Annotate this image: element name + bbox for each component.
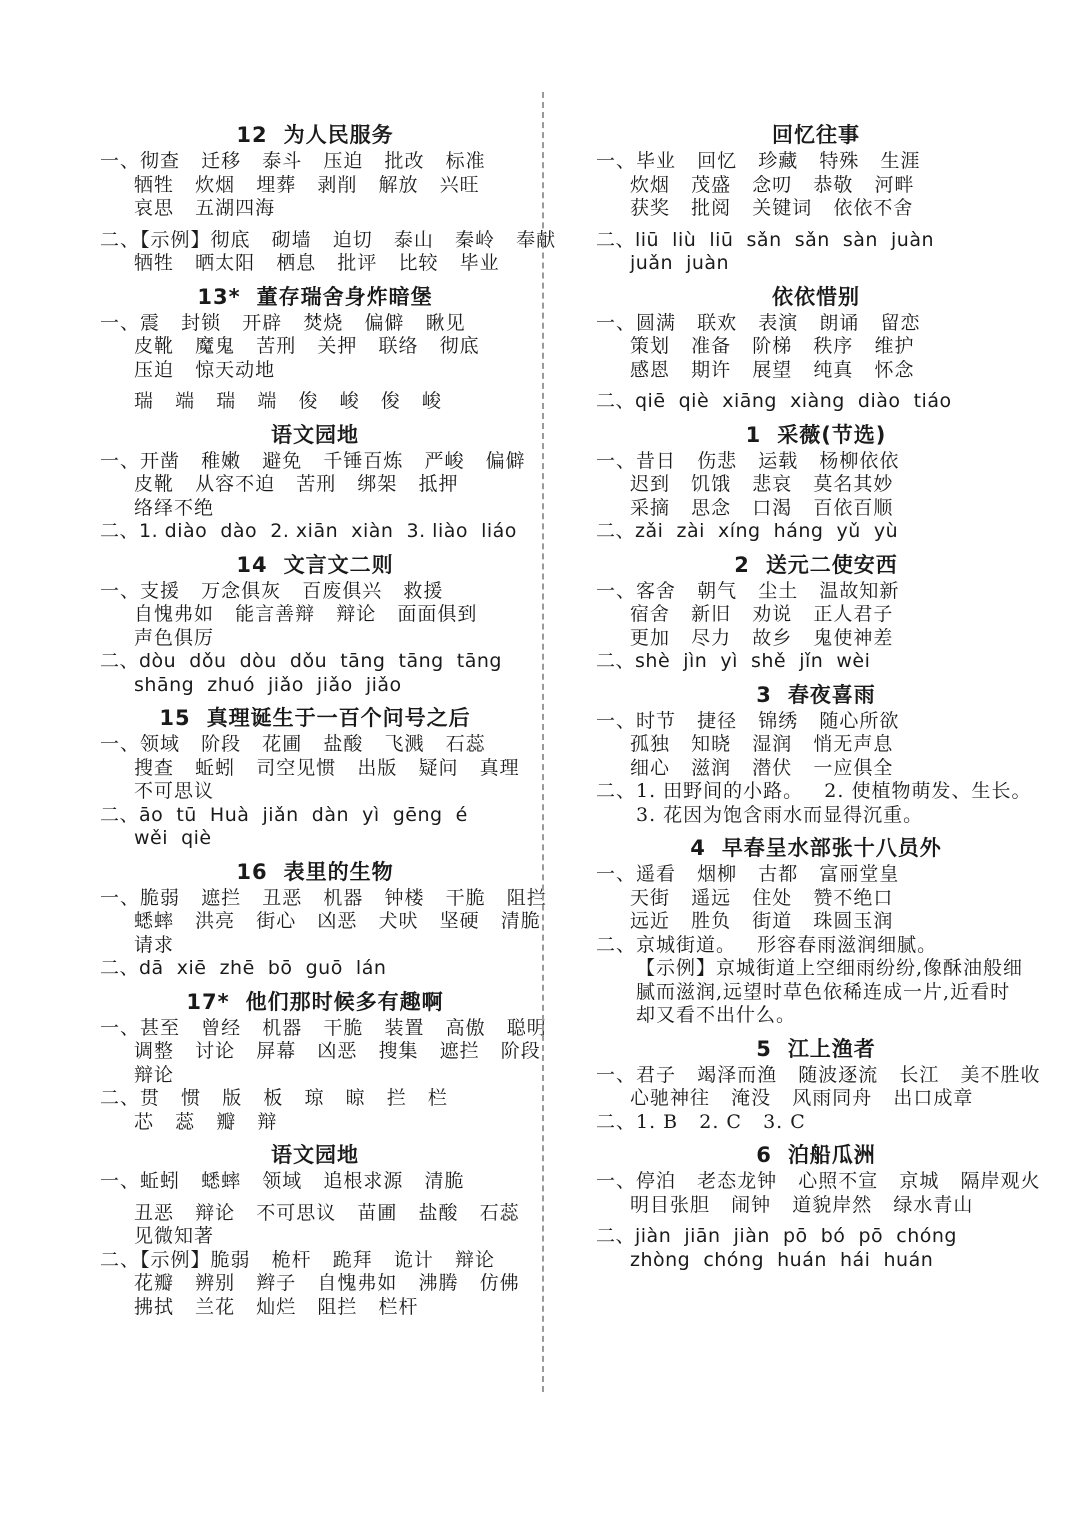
lesson-title-text: 江上渔者 xyxy=(787,1036,876,1061)
lesson-number: 12 xyxy=(236,123,268,147)
answer-line: 二、jiàn jiān jiàn pō bó pō chóng xyxy=(596,1225,957,1247)
lesson-title-text: 为人民服务 xyxy=(283,123,394,147)
lesson-title-text: 语文园地 xyxy=(271,1143,359,1167)
answer-line: 一、毕业 回忆 珍藏 特殊 生涯 xyxy=(596,150,921,172)
lesson-section xyxy=(596,420,1036,544)
answer-line: 牺牲 炊烟 埋葬 剥削 解放 兴旺 xyxy=(134,173,480,196)
lesson-title xyxy=(596,680,1036,710)
answer-line: 丑恶 辩论 不可思议 苗圃 盐酸 石蕊 xyxy=(134,1201,520,1224)
answer-line: 瑞 端 瑞 端 俊 峻 俊 峻 xyxy=(134,390,442,412)
answer-line: 心驰神往 淹没 风雨同舟 出口成章 xyxy=(630,1087,974,1109)
lesson-number: 3 xyxy=(756,682,772,707)
answer-line: 二、zǎi zài xíng háng yǔ yù xyxy=(596,520,899,542)
lesson-title-text: 表里的生物 xyxy=(283,859,394,884)
answer-line: 一、支援 万念俱灰 百废俱兴 救援 xyxy=(100,579,444,602)
lesson-title xyxy=(596,1140,1036,1170)
answer-line: juǎn juàn xyxy=(630,252,730,274)
answer-line: 一、停泊 老态龙钟 心照不宣 京城 隔岸观火 xyxy=(596,1170,1041,1192)
answer-line: 皮靴 从容不迫 苦刑 绑架 抵押 xyxy=(134,473,459,495)
answer-line: 花瓣 辨别 辫子 自愧弗如 沸腾 仿佛 xyxy=(134,1272,520,1294)
lesson-title-text: 文言文二则 xyxy=(283,552,394,577)
lesson-number: 5 xyxy=(756,1036,772,1061)
lesson-section xyxy=(596,833,1036,1028)
answer-line: 一、开凿 稚嫩 避免 千锤百炼 严峻 偏僻 xyxy=(100,449,526,472)
lesson-title xyxy=(596,833,1036,863)
lesson-section xyxy=(100,420,530,544)
answer-line: 腻而滋润,远望时草色依稀连成一片,近看时 xyxy=(636,980,1011,1003)
answer-line: 络绎不绝 xyxy=(134,496,215,519)
answer-line: 二、1. 田野间的小路。 2. 使植物萌发、生长。 xyxy=(596,780,1032,802)
lesson-number: 15 xyxy=(159,706,191,730)
lesson-title xyxy=(100,857,530,887)
answer-line: 芯 蕊 瓣 辩 xyxy=(134,1110,278,1133)
answer-line: 二、贯 惯 版 板 琼 晾 拦 栏 xyxy=(100,1087,448,1109)
lesson-title-text: 他们那时候多有趣啊 xyxy=(245,989,444,1014)
answer-line: zhòng chóng huán hái huán xyxy=(630,1248,934,1271)
answer-line: 感恩 期许 展望 纯真 怀念 xyxy=(630,358,915,381)
lesson-title xyxy=(596,550,1036,580)
answer-line: 搜查 蚯蚓 司空见惯 出版 疑问 真理 xyxy=(134,756,520,779)
answer-line: 明目张胆 闹钟 道貌岸然 绿水青山 xyxy=(630,1193,974,1216)
lesson-section xyxy=(100,282,530,414)
answer-line: 皮靴 魔鬼 苦刑 关押 联络 彻底 xyxy=(134,335,480,357)
answer-line: 二、dā xiē zhē bō guō lán xyxy=(100,957,387,979)
lesson-section xyxy=(596,1034,1041,1135)
left-column xyxy=(100,118,557,1325)
answer-line: 采摘 思念 口渴 百依百顺 xyxy=(630,496,894,519)
lesson-title-text: 早春呈水部张十八员外 xyxy=(721,836,942,860)
answer-line: 二、1. diào dào 2. xiān xiàn 3. liào liáo xyxy=(100,520,517,542)
lesson-section xyxy=(596,282,1036,414)
answer-line: 牺牲 晒太阳 栖息 批评 比较 毕业 xyxy=(134,252,500,274)
lesson-number: 16 xyxy=(236,859,268,884)
answer-line: 一、领域 阶段 花圃 盐酸 飞溅 石蕊 xyxy=(100,733,486,755)
lesson-section xyxy=(596,550,1036,674)
answer-line: 一、脆弱 遮拦 丑恶 机器 钟楼 干脆 阻拦 xyxy=(100,886,547,909)
lesson-title xyxy=(100,703,530,733)
answer-line: 迟到 饥饿 悲哀 莫名其妙 xyxy=(630,473,894,495)
answer-line: 远近 胜负 街道 珠圆玉润 xyxy=(630,910,894,932)
answer-line: 却又看不出什么。 xyxy=(636,1004,797,1026)
answer-line: 二、shè jìn yì shě jǐn wèi xyxy=(596,650,871,672)
answer-line: 一、甚至 曾经 机器 干脆 装置 高傲 聪明 xyxy=(100,1016,547,1039)
answer-line: 请求 xyxy=(134,933,175,956)
lesson-section xyxy=(100,1140,530,1319)
lesson-title-text: 语文园地 xyxy=(271,422,359,447)
lesson-section xyxy=(596,1140,1041,1272)
answer-line: 更加 尽力 故乡 鬼使神差 xyxy=(630,626,894,649)
answer-line: 二、1. B 2. C 3. C xyxy=(596,1110,806,1133)
lesson-title xyxy=(100,282,530,312)
answer-line: 一、昔日 伤悲 运载 杨柳依依 xyxy=(596,449,900,472)
answer-line: 蟋蟀 洪亮 街心 凶恶 犬吠 坚硬 清脆 xyxy=(134,910,541,932)
lesson-title xyxy=(100,420,530,450)
answer-line: 二、āo tū Huà jiǎn dàn yì gēng é xyxy=(100,803,468,826)
answer-line: 天街 遥远 住处 赞不绝口 xyxy=(630,886,894,909)
lesson-title-text: 送元二使安西 xyxy=(765,552,898,577)
lesson-section xyxy=(100,857,547,981)
answer-line: 见微知著 xyxy=(134,1225,215,1247)
lesson-number: 1 xyxy=(745,422,762,447)
lesson-section xyxy=(100,703,530,851)
answer-line: 一、客舍 朝气 尘土 温故知新 xyxy=(596,579,900,602)
lesson-title xyxy=(100,987,530,1017)
lesson-title xyxy=(596,282,1036,312)
answer-line: 策划 准备 阶梯 秩序 维护 xyxy=(630,335,915,357)
answer-line: 炊烟 茂盛 念叨 恭敬 河畔 xyxy=(630,173,915,196)
answer-line: 声色俱厉 xyxy=(134,626,215,649)
lesson-title-text: 春夜喜雨 xyxy=(787,682,876,707)
answer-line: 3. 花因为饱含雨水而显得沉重。 xyxy=(636,803,924,826)
answer-line: 不可思议 xyxy=(134,780,215,802)
answer-line: 压迫 惊天动地 xyxy=(134,358,276,381)
answer-line: shāng zhuó jiǎo jiǎo jiǎo xyxy=(134,673,402,696)
answer-line: 一、遥看 烟柳 古都 富丽堂皇 xyxy=(596,863,900,885)
column-divider xyxy=(542,92,544,1392)
lesson-section xyxy=(100,120,557,276)
lesson-section xyxy=(100,550,530,698)
lesson-title-text: 真理诞生于一百个问号之后 xyxy=(206,706,471,730)
answer-line: 拂拭 兰花 灿烂 阻拦 栏杆 xyxy=(134,1295,419,1318)
answer-line: 一、震 封锁 开辟 焚烧 偏僻 瞅见 xyxy=(100,311,466,334)
lesson-title-text: 依依惜别 xyxy=(772,284,860,309)
answer-line: 二、【示例】彻底 砌墙 迫切 泰山 秦岭 奉献 xyxy=(100,228,557,251)
lesson-number: 4 xyxy=(690,836,706,860)
lesson-title-text: 回忆往事 xyxy=(772,123,860,147)
lesson-title-text: 采薇(节选) xyxy=(777,422,887,447)
lesson-title xyxy=(596,420,1036,450)
answer-line: 一、圆满 联欢 表演 朗诵 留恋 xyxy=(596,311,921,334)
answer-line: 一、蚯蚓 蟋蟀 领域 追根求源 清脆 xyxy=(100,1170,465,1192)
answer-line: 二、dòu dǒu dòu dǒu tāng tāng tāng xyxy=(100,650,502,672)
lesson-title xyxy=(100,120,530,150)
answer-line: 一、君子 竭泽而渔 随波逐流 长江 美不胜收 xyxy=(596,1063,1041,1086)
lesson-section xyxy=(596,680,1036,828)
answer-line: 获奖 批阅 关键词 依依不舍 xyxy=(630,197,914,219)
answer-line: 辩论 xyxy=(134,1063,175,1086)
answer-line: 自愧弗如 能言善辩 辩论 面面俱到 xyxy=(134,603,478,625)
right-column xyxy=(596,118,1041,1278)
lesson-number: 13* xyxy=(197,284,241,309)
answer-line: 哀思 五湖四海 xyxy=(134,197,276,219)
answer-line: 一、时节 捷径 锦绣 随心所欲 xyxy=(596,709,900,732)
answer-line: 调整 讨论 屏幕 凶恶 搜集 遮拦 阶段 xyxy=(134,1040,541,1062)
answer-line: 宿舍 新旧 劝说 正人君子 xyxy=(630,603,894,625)
answer-line: 一、彻查 迁移 泰斗 压迫 批改 标准 xyxy=(100,150,486,172)
lesson-section xyxy=(596,120,1036,276)
lesson-title xyxy=(596,1034,1036,1064)
answer-line: wěi qiè xyxy=(134,827,212,849)
lesson-section xyxy=(100,987,547,1135)
answer-line: 二、京城街道。 形容春雨滋润细腻。 xyxy=(596,933,938,956)
answer-line: 二、liū liù liū sǎn sǎn sàn juàn xyxy=(596,228,935,251)
lesson-number: 2 xyxy=(734,552,750,577)
answer-line: 【示例】京城街道上空细雨纷纷,像酥油般细 xyxy=(636,957,1024,979)
answer-line: 二、qiē qiè xiāng xiàng diào tiáo xyxy=(596,390,952,412)
answer-line: 孤独 知晓 湿润 悄无声息 xyxy=(630,733,894,755)
lesson-number: 6 xyxy=(756,1143,772,1167)
answer-line: 二、【示例】脆弱 桅杆 跪拜 诡计 辩论 xyxy=(100,1248,495,1271)
lesson-title-text: 泊船瓜洲 xyxy=(787,1143,876,1167)
lesson-number: 17* xyxy=(186,989,230,1014)
lesson-title xyxy=(100,550,530,580)
lesson-title-text: 董存瑞舍身炸暗堡 xyxy=(256,284,433,309)
lesson-title xyxy=(596,120,1036,150)
lesson-number: 14 xyxy=(236,552,268,577)
answer-line: 细心 滋润 潜伏 一应俱全 xyxy=(630,756,894,779)
lesson-title xyxy=(100,1140,530,1170)
